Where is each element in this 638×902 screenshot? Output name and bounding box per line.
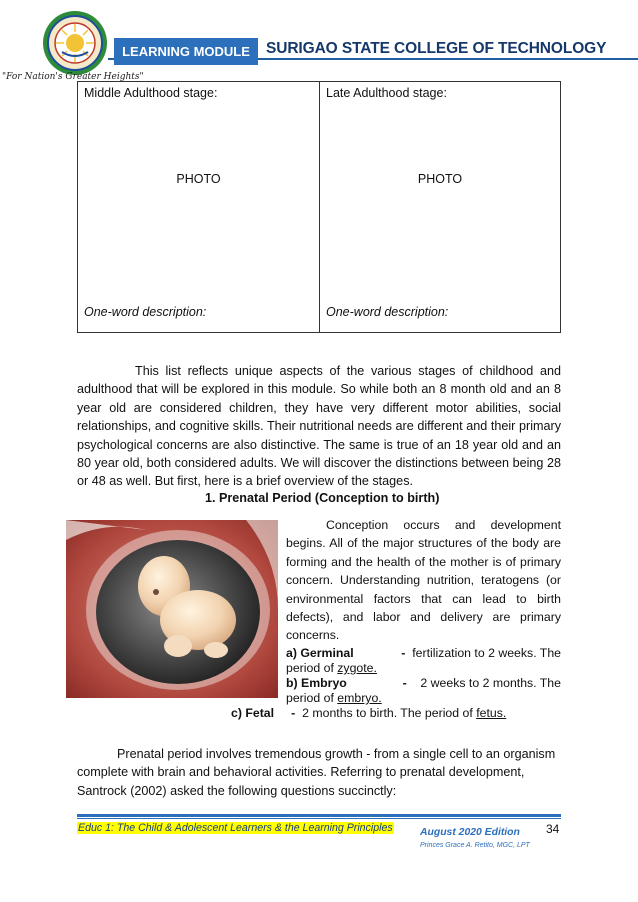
college-name: SURIGAO STATE COLLEGE OF TECHNOLOGY — [266, 40, 607, 57]
stage-germinal — [286, 646, 561, 676]
footer-course-title: Educ 1: The Child & Adolescent Learners & the Learning Principles — [78, 822, 393, 834]
stage-range: fertilization to 2 weeks. The — [412, 646, 561, 660]
stage-term: embryo. — [337, 691, 382, 705]
stage-dash: - — [401, 646, 406, 660]
stage-period-prefix: period of — [286, 661, 338, 675]
stage-term: fetus. — [476, 706, 507, 720]
stage-fetal — [231, 706, 551, 721]
page-number: 34 — [546, 822, 560, 836]
description-label: One-word description: — [326, 305, 449, 319]
college-motto: "For Nation's Greater Heights" — [2, 72, 144, 82]
stage-range: 2 months to birth. The period of — [302, 706, 477, 720]
footer-rule-thin — [77, 818, 561, 819]
description-label: One-word description: — [84, 305, 207, 319]
embryo-photo — [66, 520, 278, 698]
stage-embryo — [286, 676, 561, 706]
stage-dash: - — [291, 706, 296, 720]
college-seal-logo — [42, 10, 108, 76]
cell-label: Late Adulthood stage: — [326, 86, 447, 100]
prenatal-paragraph: Conception occurs and development begins. All of the major structures of the body are forming and the health of the mother is of primary concern. Understanding nutrition, teratogens (or environmental factors that can lead to birth defects), and labor and delivery are primary concerns. — [286, 518, 561, 643]
stage-term: zygote. — [337, 661, 377, 675]
stage-photo-table — [77, 81, 561, 333]
table-cell-middle-adulthood — [78, 82, 319, 332]
photo-placeholder: PHOTO — [417, 172, 463, 186]
photo-placeholder: PHOTO — [176, 172, 221, 186]
santrock-paragraph: Prenatal period involves tremendous growth - from a single cell to an organism complete with brain and behavioral activities. Referring to prenatal development, Santrock (2002) asked the following questions succinctly: — [77, 747, 556, 798]
footer-rule — [77, 814, 561, 817]
stage-name: a) Germinal — [286, 646, 354, 660]
cell-label: Middle Adulthood stage: — [84, 86, 218, 100]
learning-module-badge: LEARNING MODULE — [114, 38, 258, 65]
stage-name: c) Fetal — [231, 706, 275, 720]
stage-range: 2 weeks to 2 months. The — [420, 676, 561, 690]
stage-dash: - — [402, 676, 407, 690]
intro-paragraph: This list reflects unique aspects of the various stages of childhood and adulthood that will be explored in this module. So while both an 8 month old and an 8 year old are considered children, they have very different motor abilities, social relationships, and cognitive skills. Their nutritional needs are different and their primary psychological concerns are also distinctive. The same is true of an 18 year old and an 80 year old, both considered adults. We will discover the distinctions between being 28 or 48 as well. But first, here is a brief overview of the stages. — [77, 364, 561, 489]
footer-author: Princes Grace A. Retito, MGC, LPT — [420, 842, 530, 849]
stage-name: b) Embryo — [286, 676, 347, 690]
footer-edition: August 2020 Edition — [420, 827, 520, 838]
section-heading: 1. Prenatal Period (Conception to birth) — [205, 491, 440, 505]
stage-period-prefix: period of — [286, 691, 338, 705]
table-cell-late-adulthood — [319, 82, 560, 332]
